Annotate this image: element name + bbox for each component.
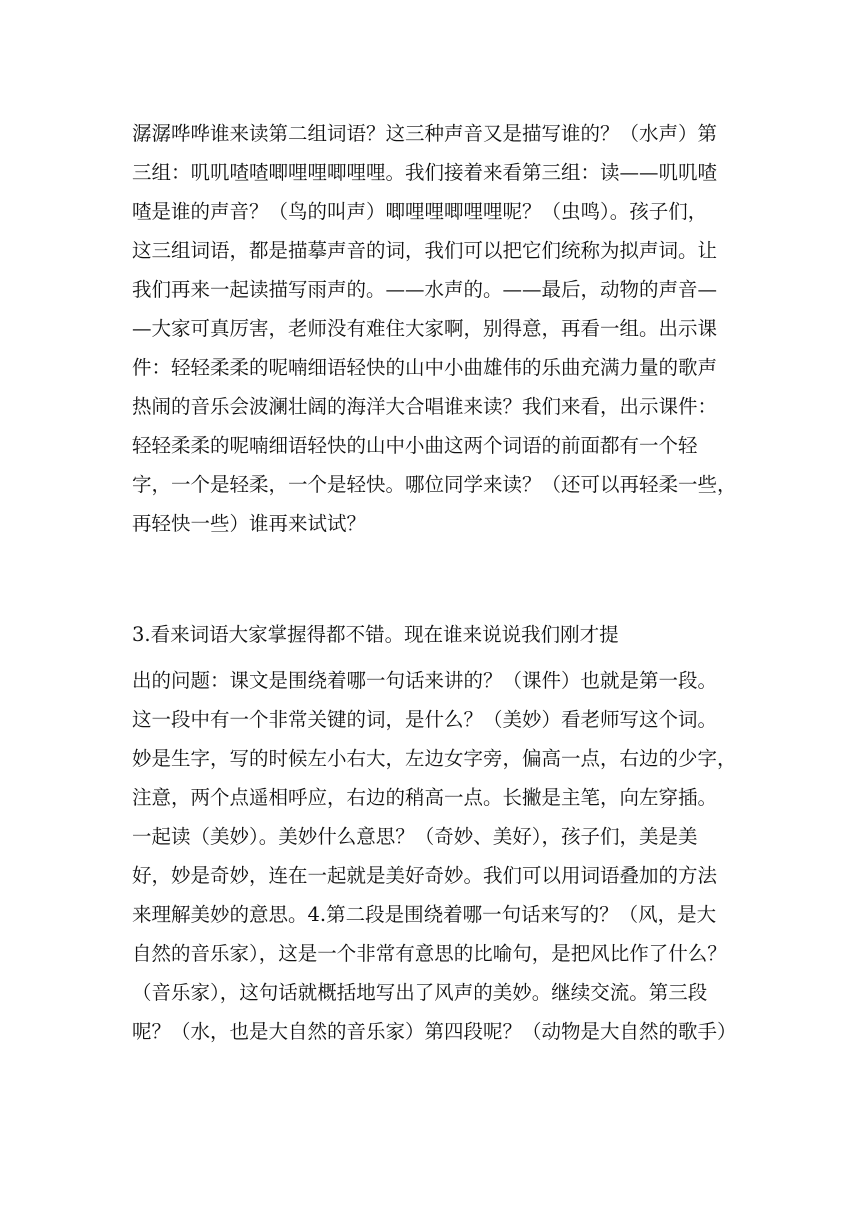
text-line: 字，一个是轻柔，一个是轻快。哪位同学来读？（还可以再轻柔一些，: [132, 473, 737, 496]
text-line: 好，妙是奇妙，连在一起就是美好奇妙。我们可以用词语叠加的方法: [132, 864, 718, 887]
text-line: 三组：叽叽喳喳唧哩哩唧哩哩。我们接着来看第三组：读——叽叽喳: [132, 161, 718, 184]
text-line: 3.看来词语大家掌握得都不错。现在谁来说说我们刚才提: [132, 623, 619, 646]
text-line: 潺潺哗哗谁来读第二组词语？这三种声音又是描写谁的？（水声）第: [132, 122, 718, 145]
text-line: 热闹的音乐会波澜壮阔的海洋大合唱谁来读？我们来看，出示课件：: [132, 395, 718, 418]
text-line: 轻轻柔柔的呢喃细语轻快的山中小曲这两个词语的前面都有一个轻: [132, 434, 698, 457]
text-line: 一起读（美妙）。美妙什么意思？（奇妙、美好），孩子们，美是美: [132, 825, 698, 848]
text-line: 喳是谁的声音？（鸟的叫声）唧哩哩唧哩哩呢？（虫鸣）。孩子们，: [132, 200, 708, 223]
text-line: 件：轻轻柔柔的呢喃细语轻快的山中小曲雄伟的乐曲充满力量的歌声: [132, 356, 718, 379]
text-line: 我们再来一起读描写雨声的。——水声的。——最后，动物的声音—: [132, 278, 718, 301]
text-line: 呢？（水，也是大自然的音乐家）第四段呢？（动物是大自然的歌手）: [132, 1020, 737, 1043]
text-line: 出的问题：课文是围绕着哪一句话来讲的？（课件）也就是第一段。: [132, 669, 718, 692]
text-line: 妙是生字，写的时候左小右大，左边女字旁，偏高一点，右边的少字，: [132, 747, 737, 770]
text-line: 这三组词语，都是描摹声音的词，我们可以把它们统称为拟声词。让: [132, 239, 718, 262]
text-line: 注意，两个点遥相呼应，右边的稍高一点。长撇是主笔，向左穿插。: [132, 786, 718, 809]
paragraph-2: [132, 615, 742, 654]
text-line: 再轻快一些）谁再来试试？: [132, 512, 367, 535]
text-line: 来理解美妙的意思。4.第二段是围绕着哪一句话来写的？（风，是大: [132, 903, 717, 926]
paragraph-3: [132, 661, 742, 1051]
paragraph-1: [132, 114, 742, 543]
text-line: （音乐家），这句话就概括地写出了风声的美妙。继续交流。第三段: [132, 981, 708, 1004]
text-line: —大家可真厉害，老师没有难住大家啊，别得意，再看一组。出示课: [132, 317, 718, 340]
text-line: 自然的音乐家），这是一个非常有意思的比喻句，是把风比作了什么？: [132, 942, 727, 965]
text-line: 这一段中有一个非常关键的词，是什么？（美妙）看老师写这个词。: [132, 708, 718, 731]
